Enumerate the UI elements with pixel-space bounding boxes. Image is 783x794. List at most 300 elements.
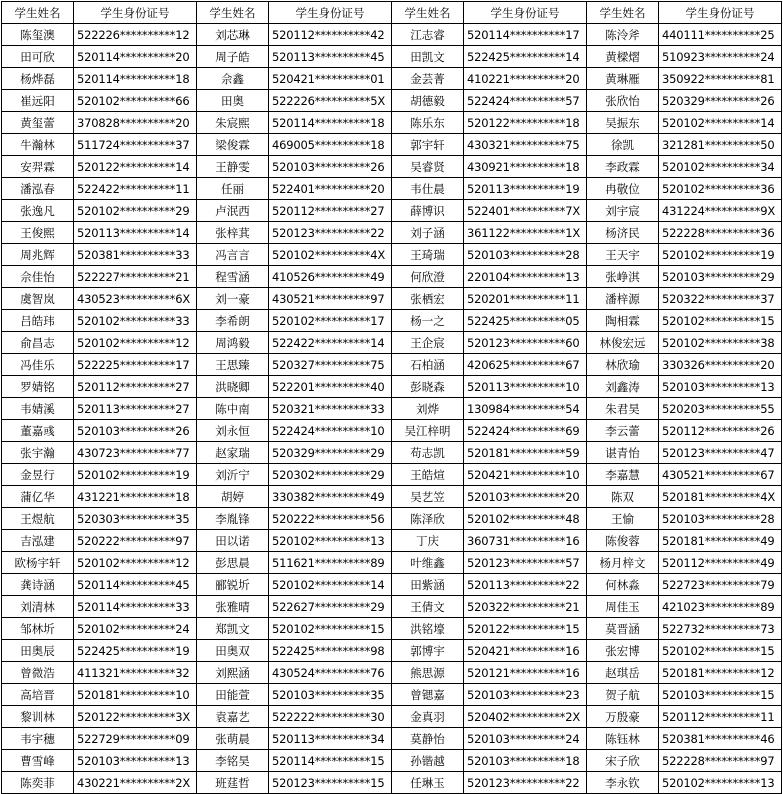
student-name-cell: 陈钰林 — [587, 728, 659, 750]
student-id-cell: 520122**********3X — [74, 706, 197, 728]
student-id-cell: 520112**********27 — [74, 376, 197, 398]
student-id-cell: 430523**********6X — [74, 288, 197, 310]
student-id-cell: 520303**********35 — [74, 508, 197, 530]
table-row — [2, 596, 782, 618]
student-id-cell: 522422**********11 — [74, 178, 197, 200]
student-id-cell: 520103**********18 — [464, 750, 587, 772]
student-id-cell: 520181**********49 — [659, 530, 782, 552]
student-name-cell: 何林淼 — [587, 574, 659, 596]
student-name-cell: 张梓萁 — [197, 222, 269, 244]
student-name-cell: 薛博识 — [392, 200, 464, 222]
student-name-cell: 贺子航 — [587, 684, 659, 706]
student-name-cell: 程雪涵 — [197, 266, 269, 288]
student-name-cell: 郑凯文 — [197, 618, 269, 640]
student-id-cell: 520322**********37 — [659, 288, 782, 310]
student-name-cell: 李嘉慧 — [587, 464, 659, 486]
student-id-cell: 520112**********11 — [659, 706, 782, 728]
table-row — [2, 354, 782, 376]
student-name-cell: 田凯文 — [392, 46, 464, 68]
student-id-cell: 520322**********21 — [464, 596, 587, 618]
student-id-cell: 520103**********13 — [659, 376, 782, 398]
student-id-cell: 520181**********59 — [464, 442, 587, 464]
student-name-cell: 潘泓春 — [2, 178, 74, 200]
student-id-cell: 520113**********10 — [464, 376, 587, 398]
student-name-cell: 田紫涵 — [392, 574, 464, 596]
student-name-cell: 赵琪岳 — [587, 662, 659, 684]
student-name-cell: 黎训林 — [2, 706, 74, 728]
student-name-cell: 张宏博 — [587, 640, 659, 662]
student-name-cell: 彭晓森 — [392, 376, 464, 398]
student-name-cell: 王企宸 — [392, 332, 464, 354]
table-row — [2, 706, 782, 728]
student-id-cell: 520102**********19 — [74, 464, 197, 486]
student-id-cell: 522425**********05 — [464, 310, 587, 332]
header-student-id: 学生身份证号 — [269, 2, 392, 24]
student-id-cell: 520302**********29 — [269, 464, 392, 486]
table-row — [2, 332, 782, 354]
table-row — [2, 200, 782, 222]
student-id-cell: 520123**********57 — [464, 552, 587, 574]
student-name-cell: 黄琳雁 — [587, 68, 659, 90]
student-id-cell: 522627**********29 — [269, 596, 392, 618]
student-name-cell: 丁庆 — [392, 530, 464, 552]
student-id-cell: 520123**********15 — [269, 772, 392, 794]
table-row — [2, 112, 782, 134]
student-name-cell: 杨月梓文 — [587, 552, 659, 574]
student-id-cell: 520123**********22 — [464, 772, 587, 794]
student-name-cell: 徐凯 — [587, 134, 659, 156]
student-name-cell: 洪铭壕 — [392, 618, 464, 640]
student-id-cell: 520103**********28 — [659, 508, 782, 530]
student-id-cell: 520102**********48 — [464, 508, 587, 530]
student-name-cell: 石柏涵 — [392, 354, 464, 376]
student-name-cell: 张逸凡 — [2, 200, 74, 222]
student-name-cell: 陈奕菲 — [2, 772, 74, 794]
student-id-cell: 520113**********27 — [74, 398, 197, 420]
student-id-cell: 520421**********10 — [464, 464, 587, 486]
student-name-cell: 李胤锋 — [197, 508, 269, 530]
student-name-cell: 王俊熙 — [2, 222, 74, 244]
student-id-cell: 520121**********16 — [464, 662, 587, 684]
student-id-cell: 520114**********18 — [74, 68, 197, 90]
student-id-cell: 522732**********73 — [659, 618, 782, 640]
student-name-cell: 吴振东 — [587, 112, 659, 134]
student-id-cell: 520103**********23 — [464, 684, 587, 706]
student-id-cell: 520102**********29 — [74, 200, 197, 222]
student-name-cell: 郦锐圻 — [197, 574, 269, 596]
student-id-cell: 520114**********33 — [74, 596, 197, 618]
student-name-cell: 崔远阳 — [2, 90, 74, 112]
student-id-cell: 520102**********34 — [659, 156, 782, 178]
student-id-cell: 520114**********20 — [74, 46, 197, 68]
student-id-cell: 522422**********14 — [269, 332, 392, 354]
student-name-cell: 周鸿毅 — [197, 332, 269, 354]
student-id-cell: 522201**********40 — [269, 376, 392, 398]
student-name-cell: 陈中南 — [197, 398, 269, 420]
table-row — [2, 266, 782, 288]
student-name-cell: 刘芯琳 — [197, 24, 269, 46]
student-id-cell: 430321**********75 — [464, 134, 587, 156]
student-name-cell: 刘烨 — [392, 398, 464, 420]
student-id-cell: 410221**********20 — [464, 68, 587, 90]
student-name-cell: 万殷豪 — [587, 706, 659, 728]
student-name-cell: 王愉 — [587, 508, 659, 530]
student-id-cell: 360731**********16 — [464, 530, 587, 552]
student-id-cell: 520402**********2X — [464, 706, 587, 728]
table-row — [2, 442, 782, 464]
student-id-cell: 330326**********20 — [659, 354, 782, 376]
student-name-cell: 冉敬位 — [587, 178, 659, 200]
student-id-cell: 520103**********13 — [74, 750, 197, 772]
table-row — [2, 24, 782, 46]
student-id-cell: 520102**********12 — [74, 332, 197, 354]
student-name-cell: 谌青怡 — [587, 442, 659, 464]
student-name-cell: 虞智岚 — [2, 288, 74, 310]
student-name-cell: 陈俊蓉 — [587, 530, 659, 552]
student-id-cell: 520102**********66 — [74, 90, 197, 112]
student-id-cell: 520102**********15 — [659, 640, 782, 662]
student-id-cell: 330382**********49 — [269, 486, 392, 508]
header-student-id: 学生身份证号 — [464, 2, 587, 24]
header-student-name: 学生姓名 — [2, 2, 74, 24]
student-name-cell: 朱宸熙 — [197, 112, 269, 134]
student-name-cell: 田奥 — [197, 90, 269, 112]
student-id-cell: 520113**********19 — [464, 178, 587, 200]
student-name-cell: 江志睿 — [392, 24, 464, 46]
student-name-cell: 曾锶嘉 — [392, 684, 464, 706]
student-id-cell: 522723**********79 — [659, 574, 782, 596]
student-name-cell: 周佳玉 — [587, 596, 659, 618]
student-id-cell: 520222**********56 — [269, 508, 392, 530]
student-id-cell: 520113**********45 — [269, 46, 392, 68]
student-id-cell: 220104**********13 — [464, 266, 587, 288]
student-id-cell: 430524**********76 — [269, 662, 392, 684]
student-name-cell: 刘子涵 — [392, 222, 464, 244]
student-name-cell: 王静雯 — [197, 156, 269, 178]
student-name-cell: 吕皓玮 — [2, 310, 74, 332]
student-id-cell: 520102**********13 — [659, 772, 782, 794]
table-row — [2, 90, 782, 112]
student-id-cell: 430921**********18 — [464, 156, 587, 178]
student-id-cell: 520103**********35 — [269, 684, 392, 706]
student-name-cell: 王琦瑞 — [392, 244, 464, 266]
student-id-cell: 520123**********22 — [269, 222, 392, 244]
student-id-cell: 520102**********12 — [74, 552, 197, 574]
student-name-cell: 潘梓源 — [587, 288, 659, 310]
student-name-cell: 冯言言 — [197, 244, 269, 266]
student-id-cell: 522425**********14 — [464, 46, 587, 68]
student-id-cell: 520112**********49 — [659, 552, 782, 574]
student-name-cell: 李铭昊 — [197, 750, 269, 772]
table-row — [2, 618, 782, 640]
student-name-cell: 宋子欣 — [587, 750, 659, 772]
student-name-cell: 陈玺澳 — [2, 24, 74, 46]
student-id-cell: 522226**********12 — [74, 24, 197, 46]
student-name-cell: 张峥淇 — [587, 266, 659, 288]
student-id-cell: 520113**********22 — [464, 574, 587, 596]
student-name-cell: 王倩文 — [392, 596, 464, 618]
table-row — [2, 772, 782, 794]
student-name-cell: 任丽 — [197, 178, 269, 200]
student-name-cell: 李政霖 — [587, 156, 659, 178]
student-name-cell: 卢泯西 — [197, 200, 269, 222]
header-student-name: 学生姓名 — [392, 2, 464, 24]
student-name-cell: 佘鑫 — [197, 68, 269, 90]
student-id-cell: 522425**********19 — [74, 640, 197, 662]
student-id-cell: 421023**********89 — [659, 596, 782, 618]
student-name-cell: 张栖宏 — [392, 288, 464, 310]
table-row — [2, 244, 782, 266]
student-name-cell: 陈乐东 — [392, 112, 464, 134]
student-name-cell: 韦宇穗 — [2, 728, 74, 750]
student-id-cell: 520201**********11 — [464, 288, 587, 310]
table-row — [2, 288, 782, 310]
student-id-cell: 440111**********25 — [659, 24, 782, 46]
student-id-cell: 520102**********36 — [659, 178, 782, 200]
student-id-cell: 522228**********36 — [659, 222, 782, 244]
student-id-cell: 511621**********89 — [269, 552, 392, 574]
table-row — [2, 728, 782, 750]
student-name-cell: 王煜航 — [2, 508, 74, 530]
student-name-cell: 邹林圻 — [2, 618, 74, 640]
student-id-cell: 520113**********14 — [74, 222, 197, 244]
student-name-cell: 曾微浩 — [2, 662, 74, 684]
table-row — [2, 574, 782, 596]
student-name-cell: 何欣澄 — [392, 266, 464, 288]
student-name-cell: 吴睿贤 — [392, 156, 464, 178]
student-id-cell: 520103**********15 — [659, 684, 782, 706]
student-id-cell: 431221**********18 — [74, 486, 197, 508]
student-id-cell: 430221**********2X — [74, 772, 197, 794]
student-id-cell: 520114**********18 — [269, 112, 392, 134]
student-name-cell: 林俊宏远 — [587, 332, 659, 354]
student-name-cell: 叶维鑫 — [392, 552, 464, 574]
student-name-cell: 牛瀚林 — [2, 134, 74, 156]
student-id-cell: 520112**********26 — [659, 420, 782, 442]
student-name-cell: 梁俊霖 — [197, 134, 269, 156]
student-id-cell: 522729**********09 — [74, 728, 197, 750]
student-id-cell: 520102**********13 — [269, 530, 392, 552]
student-name-cell: 金昱行 — [2, 464, 74, 486]
student-name-cell: 吴江梓明 — [392, 420, 464, 442]
student-name-cell: 袁嘉艺 — [197, 706, 269, 728]
student-id-cell: 520102**********33 — [74, 310, 197, 332]
student-name-cell: 刘清林 — [2, 596, 74, 618]
student-id-cell: 520181**********4X — [659, 486, 782, 508]
student-name-cell: 安羿霖 — [2, 156, 74, 178]
student-name-cell: 刘鑫涛 — [587, 376, 659, 398]
student-id-cell: 520102**********4X — [269, 244, 392, 266]
student-id-cell: 520329**********29 — [269, 442, 392, 464]
student-name-cell: 王思臻 — [197, 354, 269, 376]
student-id-cell: 520114**********45 — [74, 574, 197, 596]
student-name-cell: 张宇瀚 — [2, 442, 74, 464]
student-name-cell: 韦仕晨 — [392, 178, 464, 200]
student-id-cell: 420625**********67 — [464, 354, 587, 376]
student-id-cell: 520102**********15 — [659, 310, 782, 332]
student-id-cell: 520122**********18 — [464, 112, 587, 134]
header-student-name: 学生姓名 — [587, 2, 659, 24]
student-id-cell: 520102**********14 — [659, 112, 782, 134]
student-name-cell: 刘沂宁 — [197, 464, 269, 486]
student-name-cell: 韦婧溪 — [2, 398, 74, 420]
student-name-cell: 吉泓建 — [2, 530, 74, 552]
table-row — [2, 156, 782, 178]
student-id-cell: 520329**********26 — [659, 90, 782, 112]
student-id-cell: 430521**********97 — [269, 288, 392, 310]
student-id-cell: 520103**********28 — [464, 244, 587, 266]
table-row — [2, 134, 782, 156]
student-id-cell: 520113**********34 — [269, 728, 392, 750]
student-id-cell: 520103**********24 — [464, 728, 587, 750]
student-id-cell: 411321**********32 — [74, 662, 197, 684]
student-name-cell: 龚诗涵 — [2, 574, 74, 596]
header-student-id: 学生身份证号 — [74, 2, 197, 24]
student-name-cell: 张萌晨 — [197, 728, 269, 750]
student-name-cell: 杨一之 — [392, 310, 464, 332]
student-name-cell: 任琳玉 — [392, 772, 464, 794]
table-row — [2, 376, 782, 398]
student-name-cell: 吴艺笠 — [392, 486, 464, 508]
table-row — [2, 310, 782, 332]
student-name-cell: 金芸菁 — [392, 68, 464, 90]
student-id-cell: 520381**********46 — [659, 728, 782, 750]
student-name-cell: 班莛哲 — [197, 772, 269, 794]
student-name-cell: 莫晋涵 — [587, 618, 659, 640]
student-id-cell: 520114**********17 — [464, 24, 587, 46]
student-name-cell: 金真羽 — [392, 706, 464, 728]
student-id-cell: 522227**********21 — [74, 266, 197, 288]
student-id-cell: 522425**********98 — [269, 640, 392, 662]
student-name-cell: 陈泠斧 — [587, 24, 659, 46]
student-name-cell: 李永钦 — [587, 772, 659, 794]
student-id-cell: 520102**********14 — [269, 574, 392, 596]
student-name-cell: 俞昌志 — [2, 332, 74, 354]
table-body — [2, 24, 782, 794]
student-name-cell: 郭宇轩 — [392, 134, 464, 156]
table-row — [2, 486, 782, 508]
student-id-cell: 431224**********9X — [659, 200, 782, 222]
student-id-cell: 520103**********20 — [464, 486, 587, 508]
student-id-cell: 520381**********33 — [74, 244, 197, 266]
header-row — [2, 2, 782, 24]
student-name-cell: 黄樑熠 — [587, 46, 659, 68]
student-name-cell: 曹雪峰 — [2, 750, 74, 772]
student-name-cell: 王皓煊 — [392, 464, 464, 486]
student-id-cell: 520203**********55 — [659, 398, 782, 420]
student-name-cell: 罗婧铭 — [2, 376, 74, 398]
student-id-cell: 321281**********50 — [659, 134, 782, 156]
student-name-cell: 陶相霖 — [587, 310, 659, 332]
student-id-cell: 520102**********15 — [269, 618, 392, 640]
student-id-cell: 520123**********47 — [659, 442, 782, 464]
student-name-cell: 刘熙涵 — [197, 662, 269, 684]
student-name-cell: 黄玺蕾 — [2, 112, 74, 134]
student-id-cell: 520421**********16 — [464, 640, 587, 662]
student-name-cell: 佘佳怡 — [2, 266, 74, 288]
student-name-cell: 胡德毅 — [392, 90, 464, 112]
table-row — [2, 508, 782, 530]
student-name-cell: 孙锴越 — [392, 750, 464, 772]
student-id-cell: 520103**********29 — [659, 266, 782, 288]
student-name-cell: 李云蕾 — [587, 420, 659, 442]
student-name-cell: 高培晋 — [2, 684, 74, 706]
student-name-cell: 董嘉彧 — [2, 420, 74, 442]
student-name-cell: 田能萱 — [197, 684, 269, 706]
table-row — [2, 222, 782, 244]
table-row — [2, 640, 782, 662]
student-id-cell: 511724**********37 — [74, 134, 197, 156]
student-id-cell: 522228**********97 — [659, 750, 782, 772]
student-name-cell: 田可欣 — [2, 46, 74, 68]
student-id-table — [1, 1, 782, 794]
student-id-cell: 520103**********26 — [269, 156, 392, 178]
student-id-cell: 520421**********01 — [269, 68, 392, 90]
student-id-cell: 520112**********27 — [269, 200, 392, 222]
student-id-cell: 522401**********7X — [464, 200, 587, 222]
table-row — [2, 420, 782, 442]
student-name-cell: 莫静怡 — [392, 728, 464, 750]
student-id-cell: 520102**********24 — [74, 618, 197, 640]
student-name-cell: 杨济民 — [587, 222, 659, 244]
student-id-cell: 430521**********67 — [659, 464, 782, 486]
student-id-cell: 520321**********33 — [269, 398, 392, 420]
student-id-cell: 522424**********57 — [464, 90, 587, 112]
student-name-cell: 王天宇 — [587, 244, 659, 266]
student-id-cell: 469005**********18 — [269, 134, 392, 156]
student-name-cell: 田以诺 — [197, 530, 269, 552]
table-row — [2, 552, 782, 574]
student-name-cell: 周子皓 — [197, 46, 269, 68]
student-name-cell: 蒲亿华 — [2, 486, 74, 508]
student-name-cell: 赵家瑞 — [197, 442, 269, 464]
student-id-cell: 520222**********97 — [74, 530, 197, 552]
student-id-cell: 520102**********17 — [269, 310, 392, 332]
student-name-cell: 刘永恒 — [197, 420, 269, 442]
table-row — [2, 398, 782, 420]
student-id-cell: 520122**********15 — [464, 618, 587, 640]
student-id-cell: 520181**********12 — [659, 662, 782, 684]
table-row — [2, 178, 782, 200]
student-id-cell: 520103**********26 — [74, 420, 197, 442]
student-id-cell: 520122**********14 — [74, 156, 197, 178]
student-name-cell: 周兆辉 — [2, 244, 74, 266]
student-name-cell: 陈双 — [587, 486, 659, 508]
student-id-cell: 520114**********15 — [269, 750, 392, 772]
student-name-cell: 张雅晴 — [197, 596, 269, 618]
table-row — [2, 68, 782, 90]
header-student-id: 学生身份证号 — [659, 2, 782, 24]
student-name-cell: 陈泽欣 — [392, 508, 464, 530]
student-id-cell: 410526**********49 — [269, 266, 392, 288]
student-name-cell: 欧杨宇轩 — [2, 552, 74, 574]
header-student-name: 学生姓名 — [197, 2, 269, 24]
table-row — [2, 662, 782, 684]
student-name-cell: 刘一豪 — [197, 288, 269, 310]
student-name-cell: 杨烨磊 — [2, 68, 74, 90]
student-id-cell: 522424**********69 — [464, 420, 587, 442]
student-name-cell: 田奥双 — [197, 640, 269, 662]
student-id-cell: 520102**********38 — [659, 332, 782, 354]
student-id-cell: 520112**********42 — [269, 24, 392, 46]
student-name-cell: 胡婷 — [197, 486, 269, 508]
student-id-cell: 430723**********77 — [74, 442, 197, 464]
table-row — [2, 46, 782, 68]
student-name-cell: 冯佳乐 — [2, 354, 74, 376]
student-id-cell: 520327**********75 — [269, 354, 392, 376]
student-name-cell: 朱君昊 — [587, 398, 659, 420]
student-id-cell: 520102**********19 — [659, 244, 782, 266]
